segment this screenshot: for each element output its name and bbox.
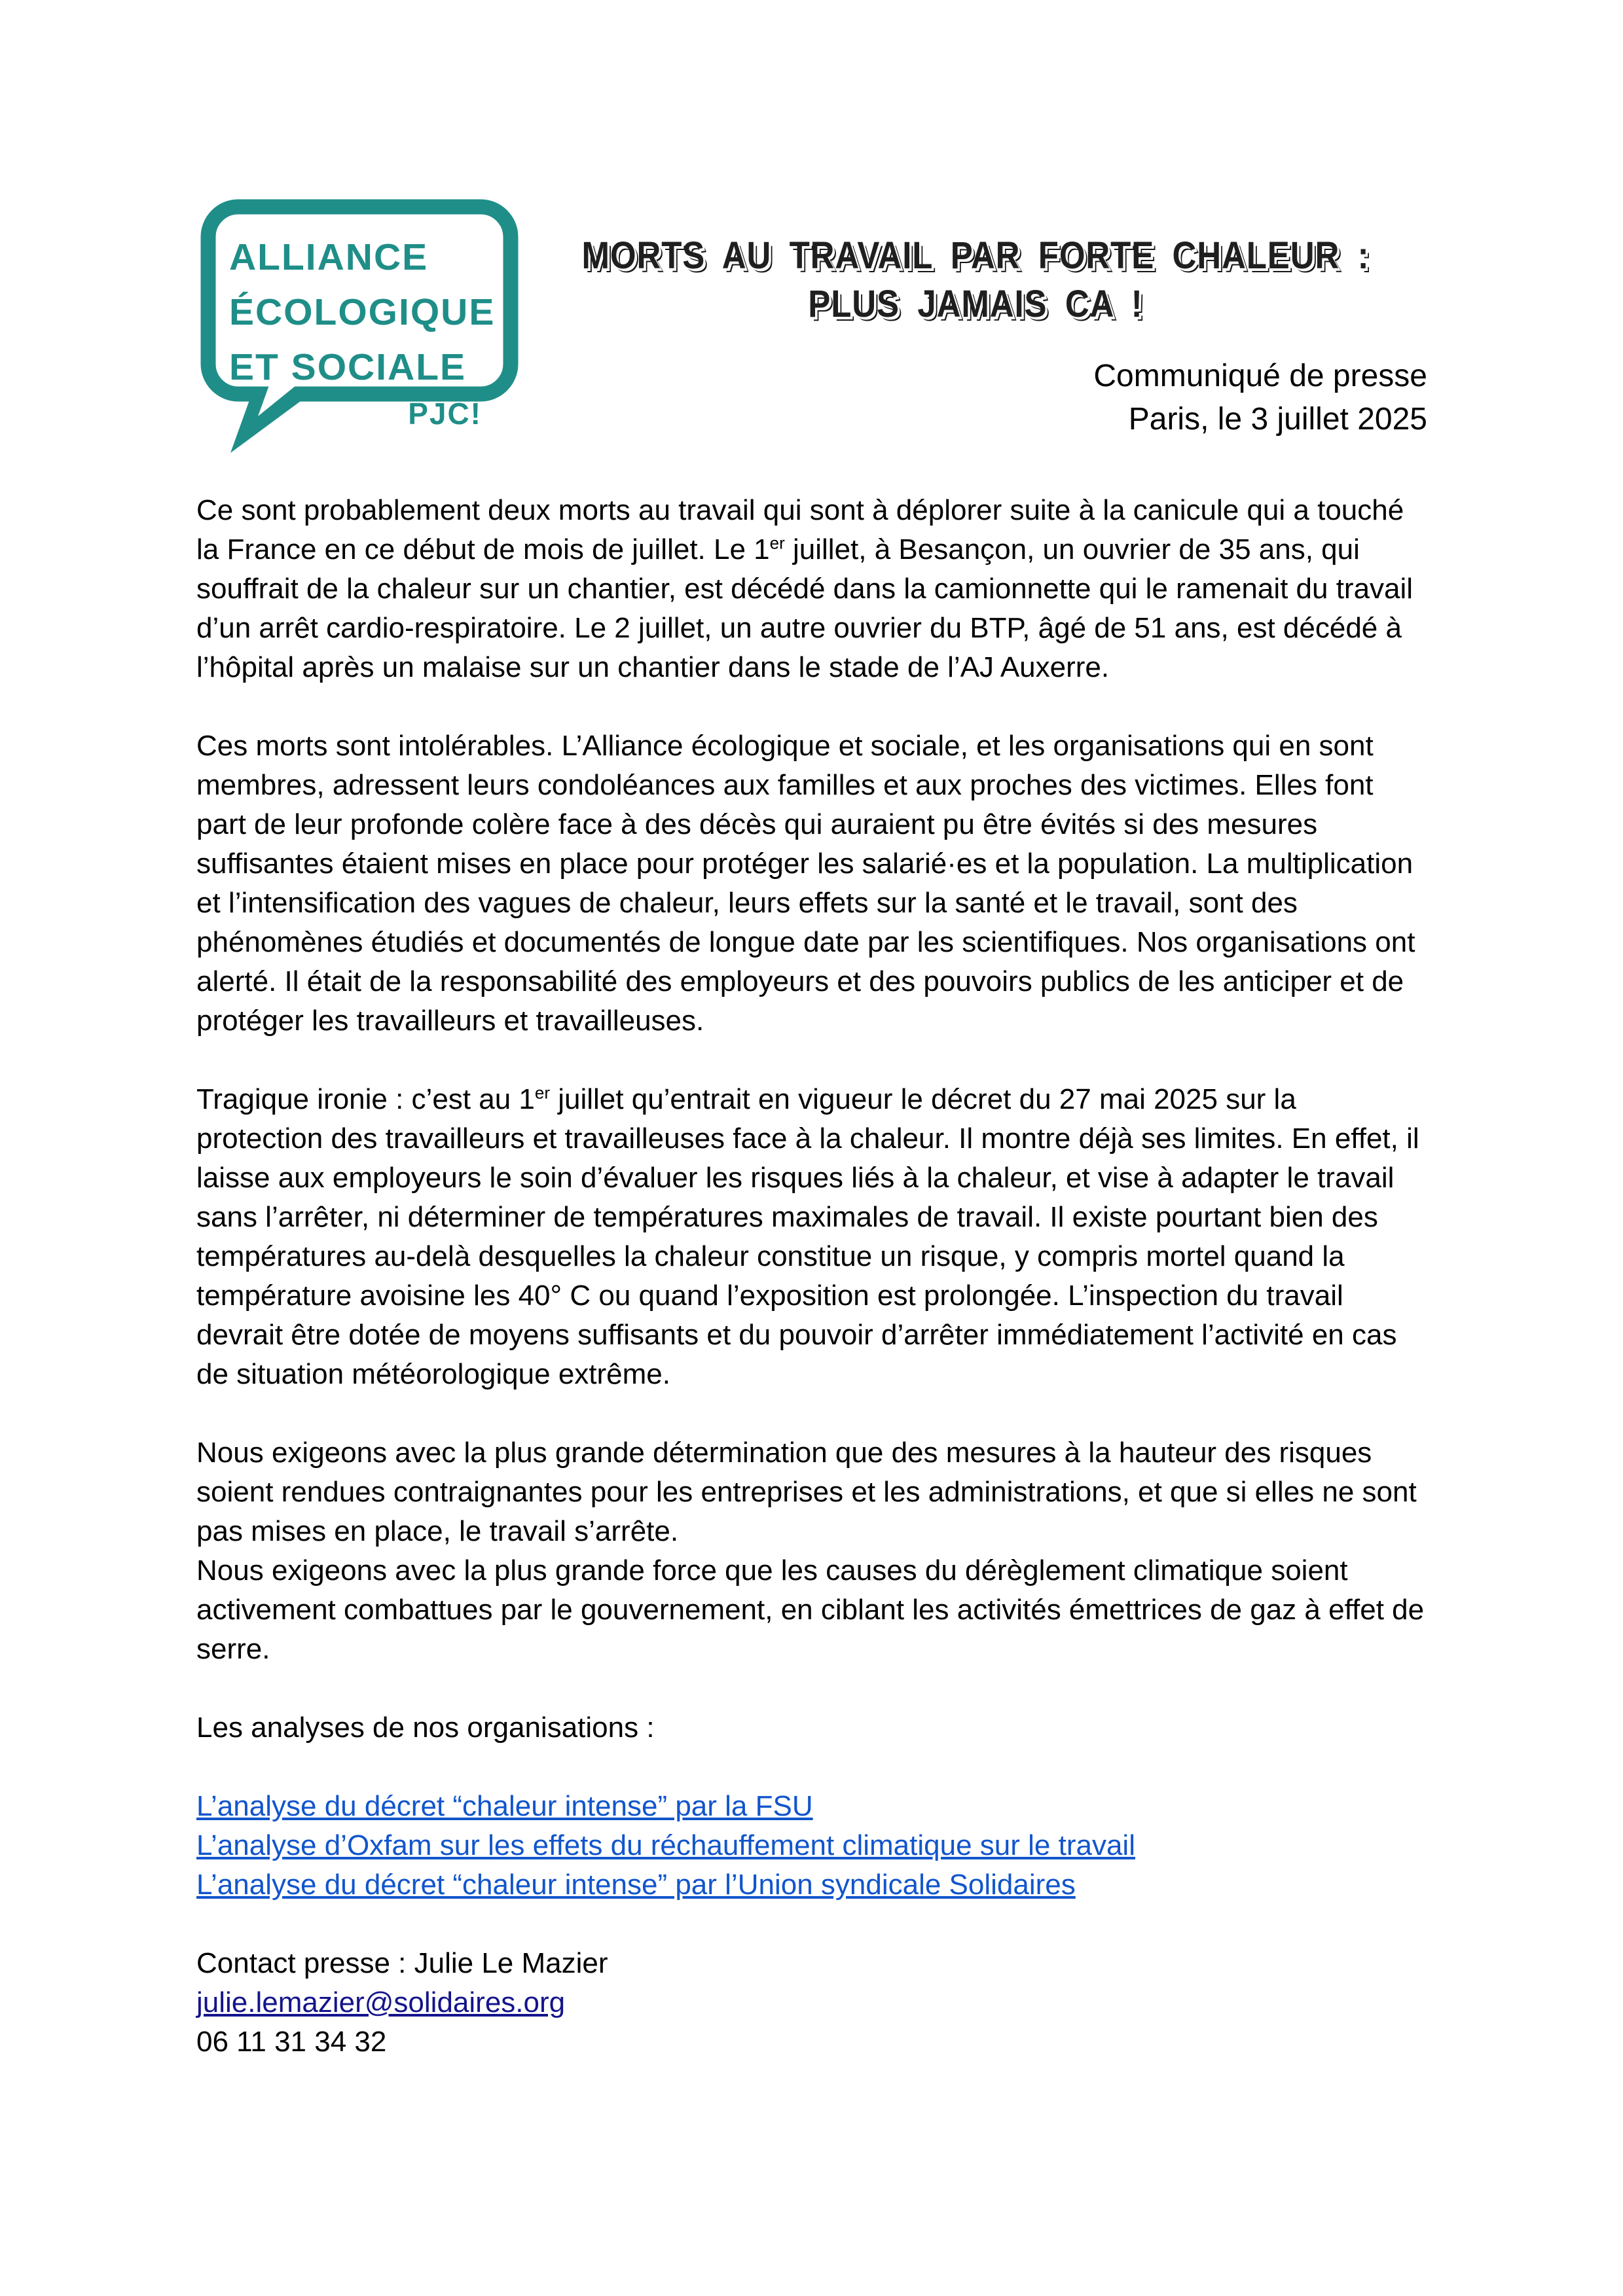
link-analysis-fsu[interactable]: L’analyse du décret “chaleur intense” par la FSU <box>196 1790 813 1822</box>
press-release-title <box>578 232 1373 329</box>
link-analysis-oxfam[interactable]: L’analyse d’Oxfam sur les effets du réchauffement climatique sur le travail <box>196 1829 1135 1861</box>
paragraph-text: juillet, à Besançon, un ouvrier de 35 ans, qui souffrait de la chaleur sur un chantier, est décédé dans la camionnette qui le ramenait du travail d’un arrêt cardio-respiratoire. Le 2 juillet, un autre ouvrier du BTP, âgé de 51 ans, est décédé à l’hôpital après un malaise sur un chantier dans le stade de l’AJ Auxerre. <box>196 533 1413 683</box>
analysis-links <box>196 1787 1427 1905</box>
paragraph-text: Tragique ironie : c’est au 1 <box>196 1083 535 1115</box>
paragraph-text: Nous exigeons avec la plus grande force que les causes du dérèglement climatique soient activement combattues par le gouvernement, en ciblant les activités émettrices de gaz à effet de serre. <box>196 1554 1425 1665</box>
superscript-text: er <box>769 533 785 553</box>
dateline: Paris, le 3 juillet 2025 <box>1128 402 1427 437</box>
logo-line-2: ÉCOLOGIQUE <box>229 291 496 333</box>
paragraph-text: juillet qu’entrait en vigueur le décret du 27 mai 2025 sur la protection des travailleurs et travailleuses face à la chaleur. Il montre déjà ses limites. En effet, il laisse aux employeurs le soin d’évaluer les risques liés à la chaleur, et vise à adapter le travail sans l’arrêter, ni déterminer de températures maximales de travail. Il existe pourtant bien des températures au-delà desquelles la chaleur constitue un risque, y compris mortel quand la température avoisine les 40° C ou quand l’exposition est prolongée. L’inspection du travail devrait être dotée de moyens suffisants et du pouvoir d’arrêter immédiatement l’activité en cas de situation météorologique extrême. <box>196 1083 1419 1390</box>
paragraphs <box>196 491 1427 1748</box>
document-body <box>196 491 1427 2062</box>
paragraph <box>196 491 1427 687</box>
paragraph-text: Nous exigeons avec la plus grande détermination que des mesures à la hauteur des risques soient rendues contraignantes pour les entreprises et les administrations, et que si elles ne sont pas mises en place, le travail s’arrête. <box>196 1437 1417 1547</box>
superscript-text: er <box>534 1083 550 1103</box>
logo-line-3: ET SOCIALE <box>229 346 467 388</box>
paragraph-text: Ces morts sont intolérables. L’Alliance écologique et sociale, et les organisations qui en sont membres, adressent leurs condoléances aux familles et aux proches des victimes. Elles font part de leur profonde colère face à des décès qui auraient pu être évités si des mesures suffisantes étaient mises en place pour protéger les salarié·es et la population. La multiplication et l’intensification des vagues de chaleur, leurs effets sur la santé et le travail, sont des phénomènes étudiés et documentés de longue date par les scientifiques. Nos organisations ont alerté. Il était de la responsabilité des employeurs et des pouvoirs publics de les anticiper et de protéger les travailleurs et travailleuses. <box>196 730 1415 1037</box>
header <box>196 196 1427 491</box>
org-logo <box>196 196 524 465</box>
link-analysis-solidaires[interactable]: L’analyse du décret “chaleur intense” par l’Union syndicale Solidaires <box>196 1869 1076 1901</box>
contact-block <box>196 1944 1427 2062</box>
email-link[interactable]: julie.lemazier@solidaires.org <box>196 1986 566 2018</box>
title-line-1: MORTS AU TRAVAIL PAR FORTE CHALEUR : <box>581 234 1370 277</box>
title-line-2: PLUS JAMAIS CA ! <box>808 283 1143 325</box>
contact-name: Contact presse : Julie Le Mazier <box>196 1947 608 1979</box>
paragraph-text: Les analyses de nos organisations : <box>196 1712 655 1744</box>
paragraph <box>196 1433 1427 1551</box>
logo-tagline: PJC! <box>408 397 482 431</box>
header-right <box>524 196 1427 491</box>
paragraph <box>196 726 1427 1041</box>
press-meta <box>524 355 1427 441</box>
paragraph <box>196 1551 1427 1669</box>
page-content <box>196 196 1427 2062</box>
paragraph-text: Ce sont probablement deux morts au travail qui sont à déplorer suite à la canicule qui a touché la France en ce début de mois de juillet. Le 1 <box>196 494 1404 565</box>
paragraph <box>196 1708 1427 1748</box>
contact-phone: 06 11 31 34 32 <box>196 2026 387 2058</box>
paragraph <box>196 1080 1427 1394</box>
doc-type: Communiqué de presse <box>1093 359 1427 393</box>
logo-line-1: ALLIANCE <box>229 236 429 278</box>
